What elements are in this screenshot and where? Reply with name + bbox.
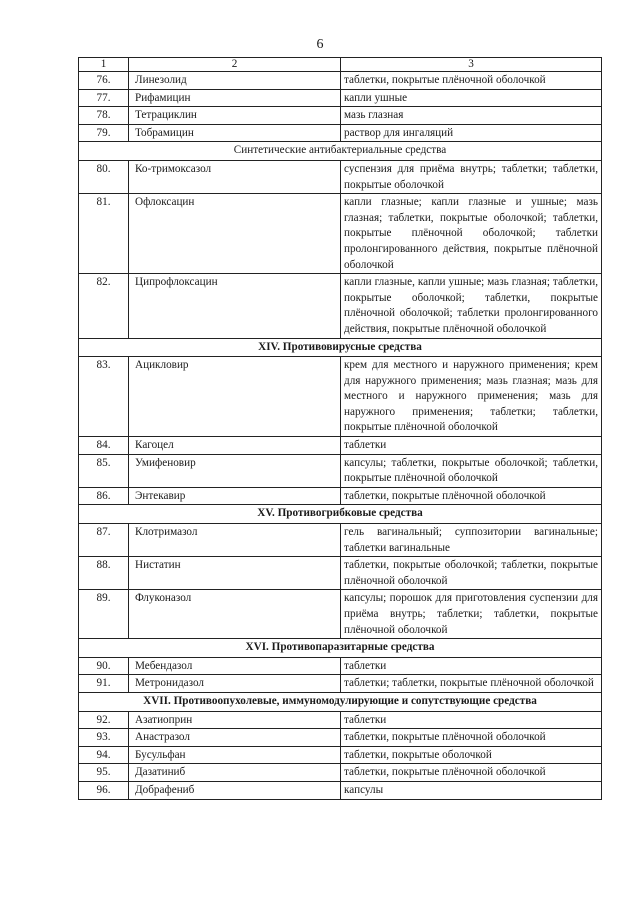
section-row	[79, 338, 602, 357]
row-number: 81.	[79, 194, 129, 274]
dosage-form: капли ушные	[341, 89, 602, 107]
table-row	[79, 524, 602, 557]
table-row	[79, 274, 602, 338]
table-row	[79, 487, 602, 505]
row-number: 96.	[79, 781, 129, 799]
drug-name: Флуконазол	[129, 590, 341, 639]
drug-name: Бусульфан	[129, 746, 341, 764]
table-body	[79, 72, 602, 800]
drug-name: Мебендазол	[129, 657, 341, 675]
section-row	[79, 639, 602, 658]
row-number: 90.	[79, 657, 129, 675]
table-row	[79, 764, 602, 782]
drug-name: Ципрофлоксацин	[129, 274, 341, 338]
dosage-form: крем для местного и наружного применения; крем для наружного применения; мазь глазная; мазь для местного и наружного применения; мазь для наружного применения; таблетки; таблетки, покрытые плёночной оболочкой	[341, 357, 602, 437]
drug-name: Тетрациклин	[129, 107, 341, 125]
section-row	[79, 505, 602, 524]
dosage-form: таблетки, покрытые плёночной оболочкой	[341, 764, 602, 782]
table-row	[79, 729, 602, 747]
drug-name: Кагоцел	[129, 437, 341, 455]
drug-name: Азатиоприн	[129, 711, 341, 729]
dosage-form: капсулы	[341, 781, 602, 799]
section-heading: XVI. Противопаразитарные средства	[79, 639, 602, 658]
dosage-form: раствор для ингаляций	[341, 124, 602, 142]
column-header-row	[79, 58, 602, 72]
column-header-form: 3	[341, 58, 602, 72]
table-row	[79, 72, 602, 90]
section-row	[79, 692, 602, 711]
table-row	[79, 124, 602, 142]
table-row	[79, 557, 602, 590]
row-number: 83.	[79, 357, 129, 437]
row-number: 85.	[79, 454, 129, 487]
drug-name: Анастразол	[129, 729, 341, 747]
page-number: 6	[316, 37, 324, 52]
table-row	[79, 746, 602, 764]
dosage-form: таблетки	[341, 657, 602, 675]
table-row	[79, 357, 602, 437]
row-number: 77.	[79, 89, 129, 107]
table-row	[79, 711, 602, 729]
drug-name: Добрафениб	[129, 781, 341, 799]
dosage-form: таблетки, покрытые плёночной оболочкой	[341, 72, 602, 90]
drug-name: Ацикловир	[129, 357, 341, 437]
row-number: 93.	[79, 729, 129, 747]
dosage-form: суспензия для приёма внутрь; таблетки; таблетки, покрытые оболочкой	[341, 160, 602, 193]
row-number: 87.	[79, 524, 129, 557]
section-heading: XV. Противогрибковые средства	[79, 505, 602, 524]
table-row	[79, 590, 602, 639]
dosage-form: капли глазные; капли глазные и ушные; мазь глазная; таблетки, покрытые оболочкой; таблетки, покрытые плёночной оболочкой; таблетки пролонгированного действия, покрытые плёночной оболочкой	[341, 194, 602, 274]
dosage-form: гель вагинальный; суппозитории вагинальные; таблетки вагинальные	[341, 524, 602, 557]
dosage-form: таблетки, покрытые оболочкой	[341, 746, 602, 764]
row-number: 91.	[79, 675, 129, 693]
row-number: 78.	[79, 107, 129, 125]
table-row	[79, 781, 602, 799]
dosage-form: таблетки	[341, 711, 602, 729]
row-number: 92.	[79, 711, 129, 729]
drug-table	[78, 57, 602, 800]
drug-name: Клотримазол	[129, 524, 341, 557]
row-number: 89.	[79, 590, 129, 639]
section-row	[79, 142, 602, 161]
table-row	[79, 194, 602, 274]
row-number: 76.	[79, 72, 129, 90]
dosage-form: капли глазные, капли ушные; мазь глазная; таблетки, покрытые оболочкой; таблетки, покрытые плёночной оболочкой; таблетки пролонгированного действия, покрытые плёночной оболочкой	[341, 274, 602, 338]
row-number: 86.	[79, 487, 129, 505]
table-row	[79, 675, 602, 693]
table-row	[79, 107, 602, 125]
drug-name: Тобрамицин	[129, 124, 341, 142]
drug-name: Умифеновир	[129, 454, 341, 487]
column-header-number: 1	[79, 58, 129, 72]
row-number: 82.	[79, 274, 129, 338]
row-number: 79.	[79, 124, 129, 142]
dosage-form: таблетки	[341, 437, 602, 455]
table-row	[79, 160, 602, 193]
table-row	[79, 89, 602, 107]
drug-name: Рифамицин	[129, 89, 341, 107]
section-heading: Синтетические антибактериальные средства	[79, 142, 602, 161]
drug-name: Метронидазол	[129, 675, 341, 693]
row-number: 95.	[79, 764, 129, 782]
drug-name: Линезолид	[129, 72, 341, 90]
row-number: 88.	[79, 557, 129, 590]
drug-name: Энтекавир	[129, 487, 341, 505]
table-row	[79, 437, 602, 455]
dosage-form: таблетки; таблетки, покрытые плёночной оболочкой	[341, 675, 602, 693]
row-number: 84.	[79, 437, 129, 455]
table-row	[79, 657, 602, 675]
drug-name: Офлоксацин	[129, 194, 341, 274]
dosage-form: мазь глазная	[341, 107, 602, 125]
section-heading: XIV. Противовирусные средства	[79, 338, 602, 357]
column-header-name: 2	[129, 58, 341, 72]
table-row	[79, 454, 602, 487]
drug-name: Ко-тримоксазол	[129, 160, 341, 193]
row-number: 80.	[79, 160, 129, 193]
drug-name: Нистатин	[129, 557, 341, 590]
section-heading: XVII. Противоопухолевые, иммуномодулирующие и сопутствующие средства	[79, 692, 602, 711]
drug-name: Дазатиниб	[129, 764, 341, 782]
dosage-form: капсулы; таблетки, покрытые оболочкой; таблетки, покрытые плёночной оболочкой	[341, 454, 602, 487]
dosage-form: таблетки, покрытые плёночной оболочкой	[341, 729, 602, 747]
dosage-form: капсулы; порошок для приготовления суспензии для приёма внутрь; таблетки; таблетки, покрытые плёночной оболочкой	[341, 590, 602, 639]
row-number: 94.	[79, 746, 129, 764]
dosage-form: таблетки, покрытые оболочкой; таблетки, покрытые плёночной оболочкой	[341, 557, 602, 590]
dosage-form: таблетки, покрытые плёночной оболочкой	[341, 487, 602, 505]
